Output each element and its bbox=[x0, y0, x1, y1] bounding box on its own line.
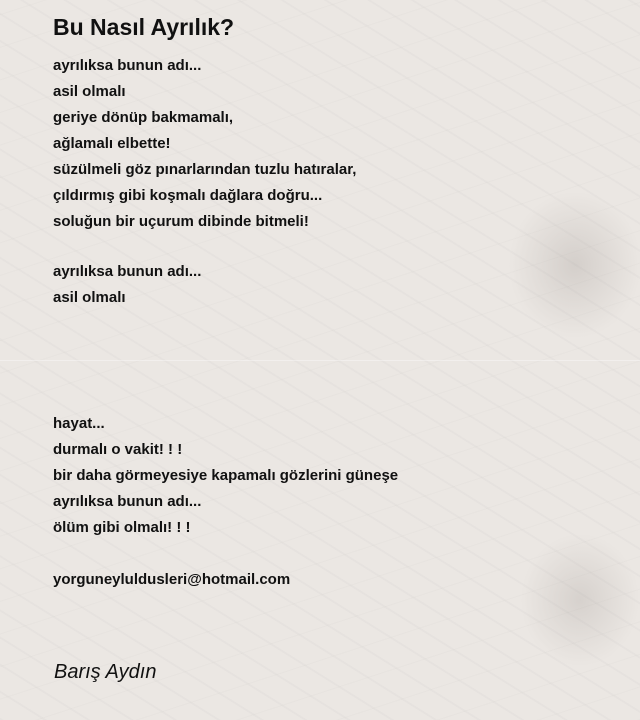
poem-line: asil olmalı bbox=[53, 289, 126, 306]
poem-line: ölüm gibi olmalı! ! ! bbox=[53, 519, 191, 536]
background-seam bbox=[0, 360, 640, 361]
poem-line: ağlamalı elbette! bbox=[53, 135, 171, 152]
poem-line: geriye dönüp bakmamalı, bbox=[53, 109, 234, 126]
poem-line: hayat... bbox=[53, 415, 105, 432]
poem-line: durmalı o vakit! ! ! bbox=[53, 441, 183, 458]
poem-line: soluğun bir uçurum dibinde bitmeli! bbox=[53, 213, 309, 230]
poem-line: bir daha görmeyesiye kapamalı gözlerini güneşe bbox=[53, 467, 399, 484]
poem-line: asil olmalı bbox=[53, 83, 126, 100]
poem-line: süzülmeli göz pınarlarından tuzlu hatıralar, bbox=[53, 161, 357, 178]
poem-stanza-3 bbox=[53, 411, 398, 541]
poem-line: ayrılıksa bunun adı... bbox=[53, 263, 202, 280]
poem-stanza-1 bbox=[53, 53, 356, 235]
poem-line: çıldırmış gibi koşmalı dağlara doğru... bbox=[53, 187, 323, 204]
contact-email: yorguneyluldusleri@hotmail.com bbox=[53, 571, 291, 588]
poem-author: Barış Aydın bbox=[54, 661, 157, 683]
poem-line: ayrılıksa bunun adı... bbox=[53, 493, 202, 510]
poem-line: ayrılıksa bunun adı... bbox=[53, 57, 202, 74]
contact-block bbox=[53, 567, 290, 593]
poem-title: Bu Nasıl Ayrılık? bbox=[53, 14, 235, 40]
poem-stanza-2 bbox=[53, 259, 201, 311]
